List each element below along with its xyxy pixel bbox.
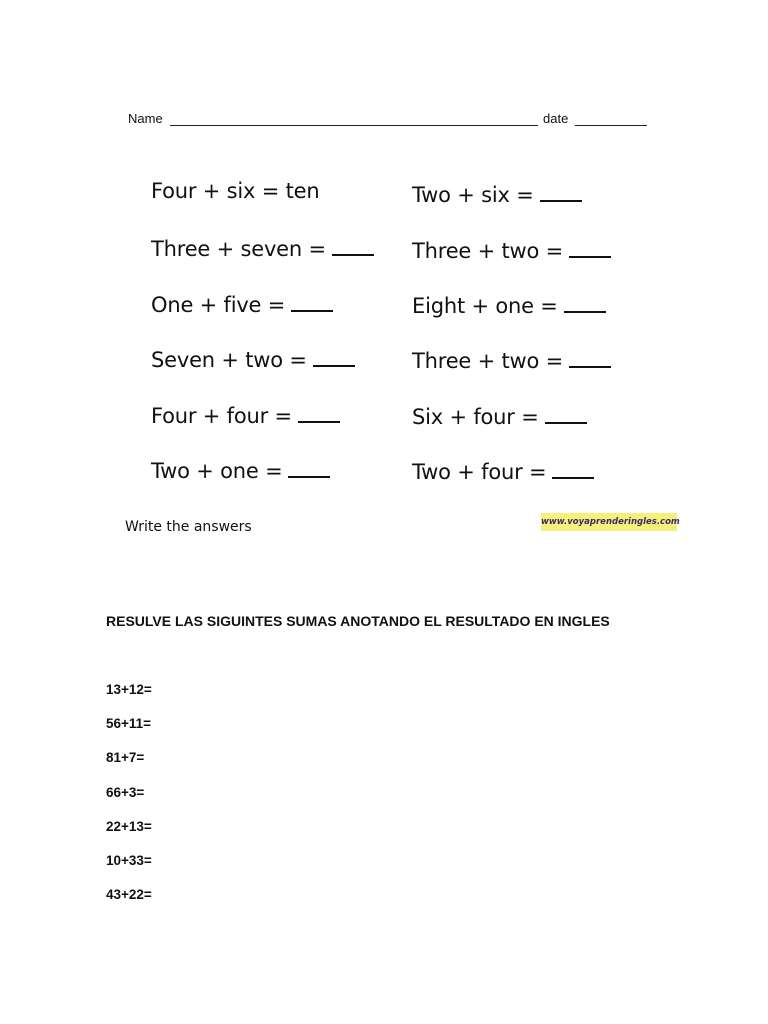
sum-item: 81+7= (106, 750, 145, 765)
exercise-text: Six + four = (412, 405, 539, 429)
answer-blank[interactable] (545, 402, 587, 424)
exercise-text: Three + two = (412, 349, 564, 373)
exercise-text: Three + two = (412, 239, 564, 263)
exercise-left-6 (151, 456, 330, 484)
exercise-right-2 (412, 236, 611, 264)
exercise-text: Two + six = (412, 183, 534, 207)
exercise-right-3 (412, 291, 606, 319)
exercise-right-4 (412, 346, 611, 374)
sum-item: 56+11= (106, 716, 152, 731)
name-field[interactable] (170, 125, 538, 126)
exercise-right-1 (412, 180, 582, 208)
sum-item: 66+3= (106, 785, 145, 800)
exercise-text: Two + one = (151, 459, 283, 483)
exercise-text: Four + four = (151, 404, 292, 428)
instruction-text: Write the answers (125, 519, 252, 535)
exercise-right-6 (412, 457, 594, 485)
exercise-right-5 (412, 402, 587, 430)
exercise-text: One + five = (151, 293, 286, 317)
sum-item: 10+33= (106, 853, 152, 868)
date-field[interactable] (575, 125, 647, 126)
answer-blank[interactable] (540, 180, 582, 202)
answer-blank[interactable] (313, 345, 355, 367)
answer-blank[interactable] (288, 456, 330, 478)
answer-blank[interactable] (564, 291, 606, 313)
name-date-line (128, 111, 650, 131)
exercise-left-3 (151, 290, 333, 318)
answer-blank[interactable] (298, 401, 340, 423)
sum-item: 13+12= (106, 682, 152, 697)
sum-item: 43+22= (106, 887, 152, 902)
exercise-text: Eight + one = (412, 294, 558, 318)
answer-blank[interactable] (569, 346, 611, 368)
section2-heading: RESULVE LAS SIGUINTES SUMAS ANOTANDO EL RESULTADO EN INGLES (106, 613, 610, 629)
name-label: Name (128, 111, 163, 126)
exercise-text: Two + four = (412, 460, 547, 484)
answer-blank[interactable] (332, 234, 374, 256)
website-badge: www.voyaprenderingles.com (541, 513, 677, 531)
answer-blank[interactable] (291, 290, 333, 312)
sum-item: 22+13= (106, 819, 152, 834)
answer-blank[interactable] (552, 457, 594, 479)
date-label: date (543, 111, 569, 126)
exercise-left-5 (151, 401, 340, 429)
exercise-text: Three + seven = (151, 237, 326, 261)
exercise-left-4 (151, 345, 355, 373)
exercise-text: Seven + two = (151, 348, 307, 372)
exercise-text: Four + six = ten (151, 179, 320, 203)
answer-blank[interactable] (569, 236, 611, 258)
exercise-left-2 (151, 234, 374, 262)
exercise-left-1 (151, 178, 319, 204)
